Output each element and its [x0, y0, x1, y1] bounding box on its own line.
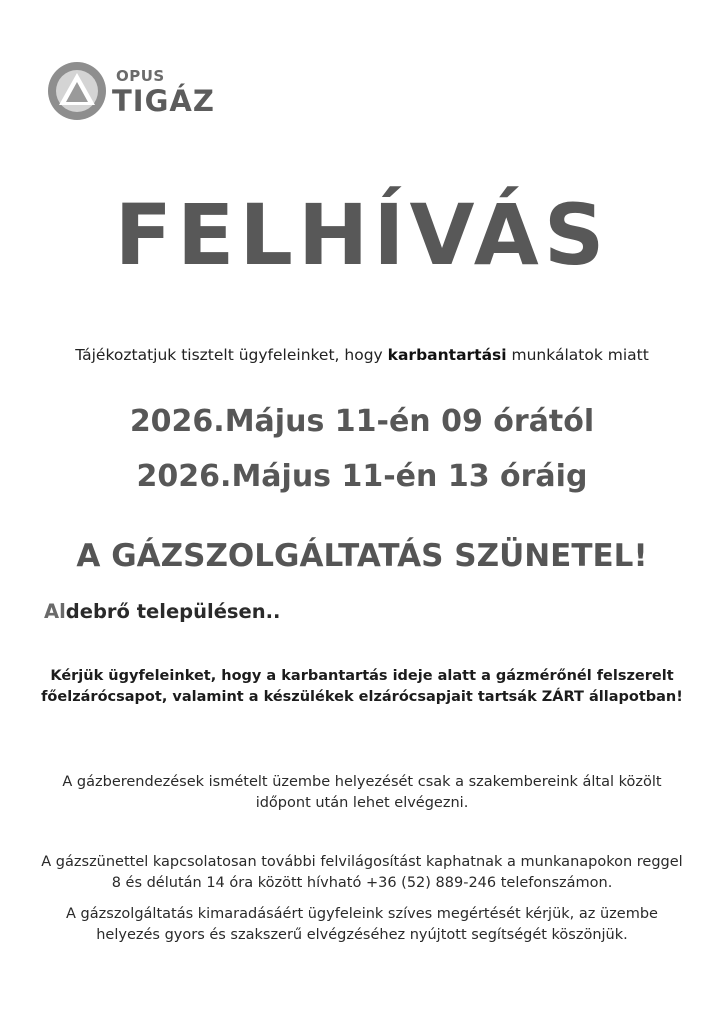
- contact-paragraph: A gázszünettel kapcsolatosan további felvilágosítást kaphatnak a munkanapokon reggel 8 és délután 14 óra között hívható +36 (52) 889-246 telefonszámon.: [41, 854, 683, 891]
- company-logo: [46, 60, 246, 130]
- location-rest: debrő településen..: [65, 600, 281, 623]
- intro-after: munkálatok miatt: [506, 346, 649, 364]
- end-date: 2026.Május 11-én 13 óráig: [136, 459, 588, 494]
- outage-notice: A GÁZSZOLGÁLTATÁS SZÜNETEL!: [76, 538, 648, 574]
- intro-bold-word: karbantartási: [387, 346, 507, 364]
- location-first-letters: Al: [44, 600, 66, 623]
- location-line: [44, 600, 280, 623]
- intro-text: [60, 343, 664, 367]
- logo-opus-text: OPUS: [116, 67, 165, 85]
- restart-paragraph: A gázberendezések ismételt üzembe helyezését csak a szakembereink által közölt időpont után lehet elvégezni.: [62, 774, 662, 811]
- page-title: FELHÍVÁS: [114, 186, 610, 284]
- valve-request: Kérjük ügyfeleinket, hogy a karbantartás ideje alatt a gázmérőnél felszerelt főelzárócsapot, valamint a készülékek elzárócsapjait tartsák ZÁRT állapotban!: [41, 668, 683, 705]
- start-date: 2026.Május 11-én 09 órától: [129, 404, 595, 439]
- thanks-paragraph: A gázszolgáltatás kimaradásáért ügyfeleink szíves megértését kérjük, az üzembe helyezés gyors és szakszerű elvégzéséhez nyújtott segítségét köszönjük.: [66, 906, 658, 943]
- triangle-logo-icon: [46, 60, 108, 122]
- logo-tigaz-text: TIGÁZ: [112, 84, 215, 118]
- intro-before: Tájékoztatjuk tisztelt ügyfeleinket, hogy: [75, 346, 388, 364]
